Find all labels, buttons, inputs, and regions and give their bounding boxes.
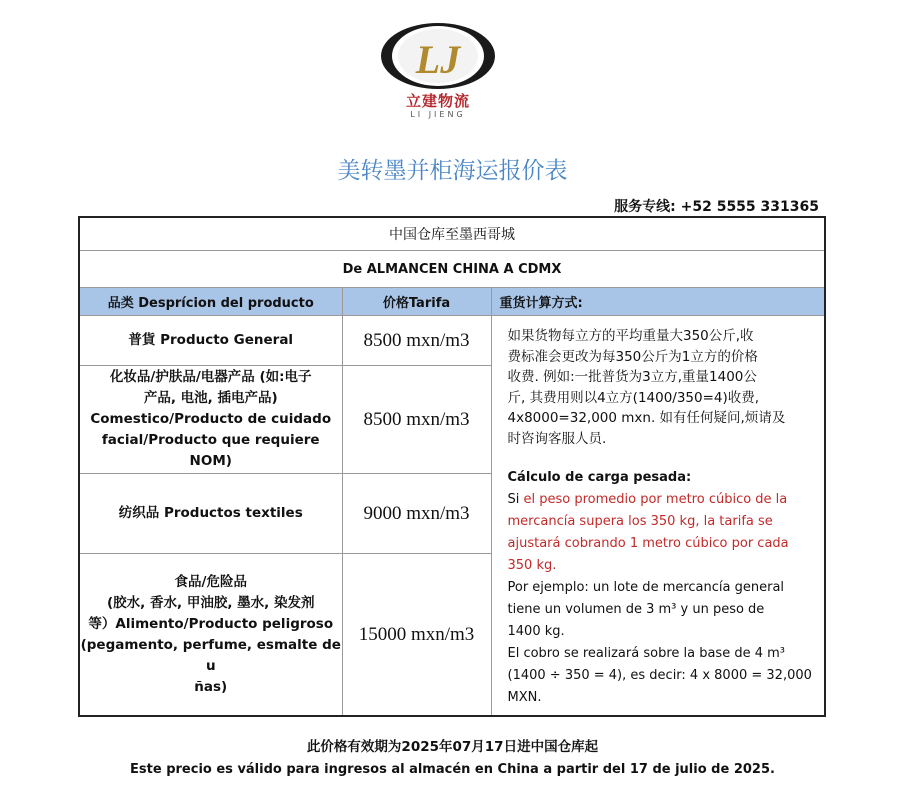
category-cell: 食品/危险品 (胶水, 香水, 甲油胶, 墨水, 染发剂 等）Alimento/Producto peligroso (pegamento, perfume, esmalte de u ñas) (79, 554, 342, 716)
price-table (78, 216, 826, 717)
price-cell: 8500 mxn/m3 (342, 316, 491, 366)
svg-text:LJ: LJ (415, 37, 461, 82)
logo-company-en: LI JIENG (410, 110, 466, 119)
price-cell: 15000 mxn/m3 (342, 554, 491, 716)
page-title: 美转墨并柜海运报价表 (337, 158, 568, 184)
note-es-heading: Cálculo de carga pesada: (507, 470, 692, 485)
table-header-cn: 中国仓库至墨西哥城 (79, 217, 825, 251)
validity-note-es: Este precio es válido para ingresos al almacén en China a partir del 17 de julio de 2025. (130, 762, 775, 777)
note-cn: 如果货物每立方的平均重量大350公斤,收 费标准会更改为每350公斤为1立方的价格 收费. 例如:一批普货为3立方,重量1400公 斤, 其费用则以4立方(1400/350=4)收费, 4x8000=32,000 mxn. 如有任何疑问,烦请及 时咨询客服人员. (507, 328, 786, 447)
col-header-calc: 重货计算方式: (491, 288, 825, 316)
category-cell: 普貨 Producto General (79, 316, 342, 366)
category-cell: 化妆品/护肤品/电器产品 (如:电子 产品, 电池, 插电产品) Comestico/Producto de cuidado facial/Producto que requiere NOM) (79, 366, 342, 474)
table-header-es: De ALMANCEN CHINA A CDMX (79, 251, 825, 288)
logo-company-cn: 立建物流 (405, 92, 470, 110)
col-header-price: 价格Tarifa (342, 288, 491, 316)
col-header-category: 品类 Desprícion del producto (79, 288, 342, 316)
category-cell: 纺织品 Productos textiles (79, 474, 342, 554)
validity-note-cn: 此价格有效期为2025年07月17日进中国仓库起 (306, 739, 599, 755)
table-row (79, 316, 825, 366)
price-cell: 9000 mxn/m3 (342, 474, 491, 554)
price-cell: 8500 mxn/m3 (342, 366, 491, 474)
service-hotline: 服务专线: +52 5555 331365 (614, 199, 819, 215)
note-es: Cálculo de carga pesada: Si el peso promedio por metro cúbico de la mercancía supera los 350 kg, la tarifa se ajustará cobrando 1 metro cúbico por cada 350 kg. Por ejemplo: un lote de mercancía general tiene un volumen de 3 m³ y un peso de 1400 kg. El cobro se realizará sobre la base de 4 m³ (1400 ÷ 350 = 4), es decir: 4 x 8000 = 32,000 MXN. (508, 467, 813, 709)
heavy-cargo-note (491, 316, 825, 717)
